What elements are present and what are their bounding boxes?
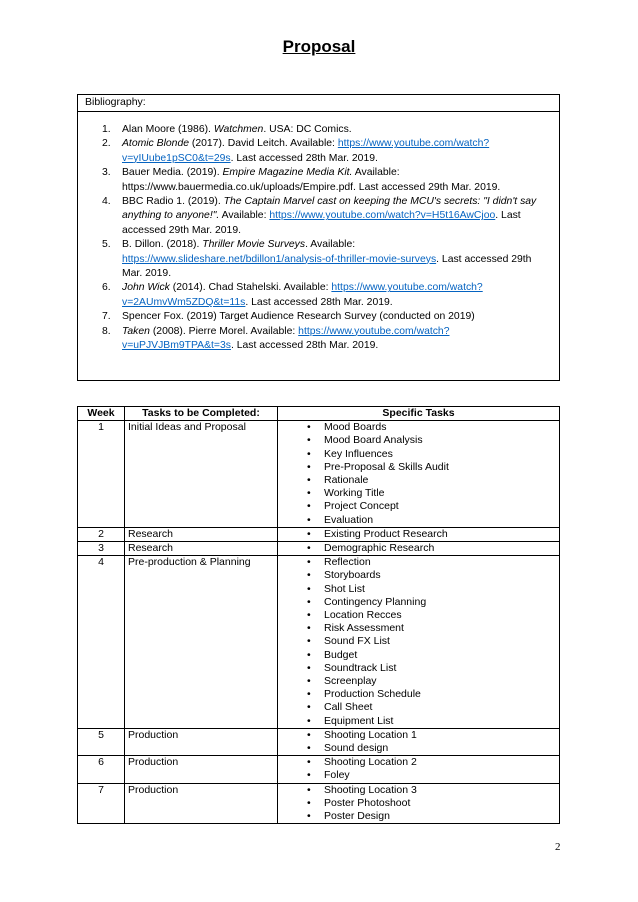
specific-task-label: Equipment List xyxy=(324,714,394,727)
list-item xyxy=(281,596,556,609)
bibliography-text-part: Spencer Fox. (2019) Target Audience Research Survey (conducted on 2019) xyxy=(122,311,475,323)
list-item xyxy=(281,797,556,810)
specific-tasks-cell xyxy=(278,556,560,729)
bullet-icon: • xyxy=(307,595,311,608)
list-item xyxy=(281,729,556,742)
list-item xyxy=(281,487,556,500)
list-item xyxy=(281,448,556,461)
specific-task-list xyxy=(281,528,556,541)
specific-task-label: Soundtrack List xyxy=(324,661,397,674)
specific-tasks-cell xyxy=(278,421,560,528)
specific-task-label: Existing Product Research xyxy=(324,527,448,540)
task-cell: Production xyxy=(125,783,278,824)
table-header-row xyxy=(78,407,560,421)
specific-task-list xyxy=(281,556,556,728)
bibliography-title: John Wick xyxy=(122,282,170,294)
bibliography-text-part: Available: https://www.bauermedia.co.uk/uploads/Empire.pdf. Last accessed 29th Mar. 2019. xyxy=(122,167,501,193)
bibliography-text-part: Available: xyxy=(219,210,270,222)
specific-task-label: Mood Board Analysis xyxy=(324,434,423,447)
specific-task-list xyxy=(281,784,556,824)
specific-tasks-cell xyxy=(278,783,560,824)
table-row xyxy=(78,527,560,541)
list-item xyxy=(281,784,556,797)
list-item xyxy=(281,474,556,487)
week-cell: 2 xyxy=(78,527,125,541)
bullet-icon: • xyxy=(307,474,311,487)
specific-task-list xyxy=(281,421,556,527)
bibliography-item-text xyxy=(122,238,551,281)
bibliography-text-part: (2017). David Leitch. Available: xyxy=(189,138,338,150)
week-cell: 7 xyxy=(78,783,125,824)
list-item xyxy=(281,715,556,728)
table-row xyxy=(78,756,560,783)
bullet-icon: • xyxy=(307,648,311,661)
specific-task-label: Risk Assessment xyxy=(324,622,404,635)
bibliography-title: Watchmen xyxy=(213,124,264,135)
bibliography-item-number: 2. xyxy=(102,138,111,150)
bullet-icon: • xyxy=(307,701,311,714)
list-item xyxy=(281,556,556,569)
header-week: Week xyxy=(78,407,125,421)
bullet-icon: • xyxy=(307,675,311,688)
week-cell: 5 xyxy=(78,728,125,755)
bibliography-item-text xyxy=(122,195,551,238)
bibliography-item xyxy=(102,325,551,354)
bibliography-item xyxy=(102,166,551,195)
bibliography-item-text xyxy=(122,310,551,324)
specific-tasks-cell xyxy=(278,728,560,755)
bibliography-item xyxy=(102,310,551,324)
bibliography-link[interactable]: https://www.youtube.com/watch?v=yIUube1pSC0&t=29s xyxy=(122,138,490,164)
week-cell: 3 xyxy=(78,542,125,556)
bibliography-title: Taken xyxy=(122,325,150,337)
list-item xyxy=(281,500,556,513)
bibliography-item xyxy=(102,238,551,281)
page-number: 2 xyxy=(555,841,561,853)
bullet-icon: • xyxy=(307,688,311,701)
list-item xyxy=(281,649,556,662)
task-cell: Research xyxy=(125,527,278,541)
bullet-icon: • xyxy=(307,635,311,648)
tasks-table-body xyxy=(78,421,560,824)
bibliography-item-number: 8. xyxy=(102,325,111,337)
bullet-icon: • xyxy=(307,487,311,500)
specific-task-label: Budget xyxy=(324,648,358,661)
list-item xyxy=(281,662,556,675)
specific-task-list xyxy=(281,729,556,755)
bibliography-item-number: 1. xyxy=(102,124,111,135)
bullet-icon: • xyxy=(307,500,311,513)
bibliography-item-number: 5. xyxy=(102,239,111,251)
page-title: Proposal xyxy=(282,37,356,56)
list-item xyxy=(281,542,556,555)
bullet-icon: • xyxy=(307,622,311,635)
bullet-icon: • xyxy=(307,769,311,782)
table-row xyxy=(78,783,560,824)
list-item xyxy=(281,528,556,541)
bullet-icon: • xyxy=(307,742,311,755)
table-row xyxy=(78,728,560,755)
bibliography-text-part: Alan Moore (1986). xyxy=(122,124,214,135)
specific-task-label: Sound FX List xyxy=(324,635,390,648)
specific-task-list xyxy=(281,756,556,782)
bullet-icon: • xyxy=(307,582,311,595)
list-item xyxy=(281,622,556,635)
specific-task-label: Sound design xyxy=(324,742,389,755)
bibliography-item xyxy=(102,123,551,137)
specific-task-label: Screenplay xyxy=(324,675,377,688)
bibliography-item-text xyxy=(122,123,551,137)
bibliography-item-text xyxy=(122,325,551,354)
bullet-icon: • xyxy=(307,756,311,769)
specific-task-label: Storyboards xyxy=(324,569,381,582)
bibliography-item xyxy=(102,281,551,310)
bullet-icon: • xyxy=(307,569,311,582)
bibliography-heading: Bibliography: xyxy=(78,95,559,112)
week-cell: 1 xyxy=(78,421,125,528)
bibliography-item-number: 4. xyxy=(102,196,111,208)
specific-task-label: Pre-Proposal & Skills Audit xyxy=(324,460,449,473)
bibliography-item xyxy=(102,195,551,238)
bibliography-text-part: (2014). Chad Stahelski. Available: xyxy=(169,282,332,294)
bibliography-text-part: . USA: DC Comics. xyxy=(263,124,352,135)
bullet-icon: • xyxy=(307,421,311,434)
bibliography-title: Empire Magazine Media Kit. xyxy=(222,167,353,179)
bibliography-text-part: . Last accessed 28th Mar. 2019. xyxy=(230,152,378,164)
specific-task-label: Location Recces xyxy=(324,609,402,622)
list-item xyxy=(281,742,556,755)
specific-task-label: Shooting Location 3 xyxy=(324,783,417,796)
specific-task-label: Shooting Location 1 xyxy=(324,728,417,741)
bibliography-item-text xyxy=(122,137,551,166)
list-item xyxy=(281,756,556,769)
specific-task-label: Shot List xyxy=(324,582,365,595)
list-item xyxy=(281,583,556,596)
bullet-icon: • xyxy=(307,783,311,796)
specific-task-label: Production Schedule xyxy=(324,688,421,701)
list-item xyxy=(281,635,556,648)
bibliography-item xyxy=(102,137,551,166)
specific-task-label: Foley xyxy=(324,769,350,782)
specific-task-label: Reflection xyxy=(324,556,371,569)
bullet-icon: • xyxy=(307,661,311,674)
header-specific-tasks: Specific Tasks xyxy=(278,407,560,421)
bullet-icon: • xyxy=(307,527,311,540)
list-item xyxy=(281,609,556,622)
specific-task-label: Rationale xyxy=(324,474,369,487)
specific-task-label: Key Influences xyxy=(324,447,393,460)
bibliography-link[interactable]: https://www.youtube.com/watch?v=2AUmvWm5ZDQ&t=11s xyxy=(122,282,483,308)
list-item xyxy=(281,569,556,582)
bibliography-text-part: . Last accessed 28th Mar. 2019. xyxy=(230,340,379,352)
bullet-icon: • xyxy=(307,810,311,823)
specific-task-label: Poster Photoshoot xyxy=(324,796,411,809)
specific-tasks-cell xyxy=(278,527,560,541)
bullet-icon: • xyxy=(307,434,311,447)
specific-tasks-cell xyxy=(278,756,560,783)
list-item xyxy=(281,434,556,447)
header-tasks: Tasks to be Completed: xyxy=(125,407,278,421)
bullet-icon: • xyxy=(307,460,311,473)
bullet-icon: • xyxy=(307,542,311,555)
week-cell: 4 xyxy=(78,556,125,729)
bullet-icon: • xyxy=(307,609,311,622)
task-cell: Research xyxy=(125,542,278,556)
table-row xyxy=(78,421,560,528)
bullet-icon: • xyxy=(307,513,311,526)
task-cell: Production xyxy=(125,728,278,755)
specific-task-label: Poster Design xyxy=(324,810,390,823)
specific-task-list xyxy=(281,542,556,555)
bibliography-item-number: 6. xyxy=(102,282,111,294)
bibliography-item-number: 7. xyxy=(102,311,111,323)
specific-task-label: Mood Boards xyxy=(324,421,387,434)
tasks-table xyxy=(77,406,560,824)
specific-task-label: Call Sheet xyxy=(324,701,373,714)
bullet-icon: • xyxy=(307,714,311,727)
bibliography-link[interactable]: https://www.slideshare.net/bdillon1/analysis-of-thriller-movie-surveys xyxy=(122,253,437,265)
list-item xyxy=(281,810,556,823)
bibliography-item-number: 3. xyxy=(102,167,111,179)
bullet-icon: • xyxy=(307,728,311,741)
task-cell: Production xyxy=(125,756,278,783)
list-item xyxy=(281,461,556,474)
bibliography-text-part: . Last accessed 29th Mar. 2019. xyxy=(122,253,532,280)
bibliography-title: Thriller Movie Surveys xyxy=(202,239,306,251)
bibliography-text-part: B. Dillon. (2018). xyxy=(122,239,203,251)
bibliography-link[interactable]: https://www.youtube.com/watch?v=H5t16AwCjoo xyxy=(269,210,496,222)
bibliography-list xyxy=(102,123,551,354)
specific-task-label: Demographic Research xyxy=(324,542,435,555)
table-row xyxy=(78,542,560,556)
bibliography-text-part: . Last accessed 29th Mar. 2019. xyxy=(122,210,521,236)
bibliography-text-part: BBC Radio 1. (2019). xyxy=(122,196,224,208)
bibliography-box xyxy=(77,94,560,381)
bibliography-item-text xyxy=(122,281,551,310)
bibliography-text-part: . Last accessed 28th Mar. 2019. xyxy=(245,296,393,308)
specific-task-label: Shooting Location 2 xyxy=(324,756,417,769)
bibliography-title: The Captain Marvel cast on keeping the MCU's secrets: "I didn't say anything to anyone!". xyxy=(122,196,537,222)
list-item xyxy=(281,675,556,688)
bibliography-text-part: (2008). Pierre Morel. Available: xyxy=(149,325,299,337)
specific-tasks-cell xyxy=(278,542,560,556)
bibliography-text-part: . Available: xyxy=(305,239,356,251)
bibliography-item-text xyxy=(122,166,551,195)
specific-task-label: Contingency Planning xyxy=(324,595,427,608)
specific-task-label: Evaluation xyxy=(324,513,374,526)
bullet-icon: • xyxy=(307,796,311,809)
list-item xyxy=(281,769,556,782)
list-item xyxy=(281,701,556,714)
task-cell: Initial Ideas and Proposal xyxy=(125,421,278,528)
list-item xyxy=(281,421,556,434)
list-item xyxy=(281,514,556,527)
bullet-icon: • xyxy=(307,556,311,569)
task-cell: Pre-production & Planning xyxy=(125,556,278,729)
bibliography-title: Atomic Blonde xyxy=(122,138,189,150)
bibliography-link[interactable]: https://www.youtube.com/watch?v=uPJVJBm9TPA&t=3s xyxy=(122,325,450,352)
list-item xyxy=(281,688,556,701)
bullet-icon: • xyxy=(307,447,311,460)
week-cell: 6 xyxy=(78,756,125,783)
specific-task-label: Project Concept xyxy=(324,500,399,513)
specific-task-label: Working Title xyxy=(324,487,385,500)
table-row xyxy=(78,556,560,729)
bibliography-text-part: Bauer Media. (2019). xyxy=(122,167,223,179)
